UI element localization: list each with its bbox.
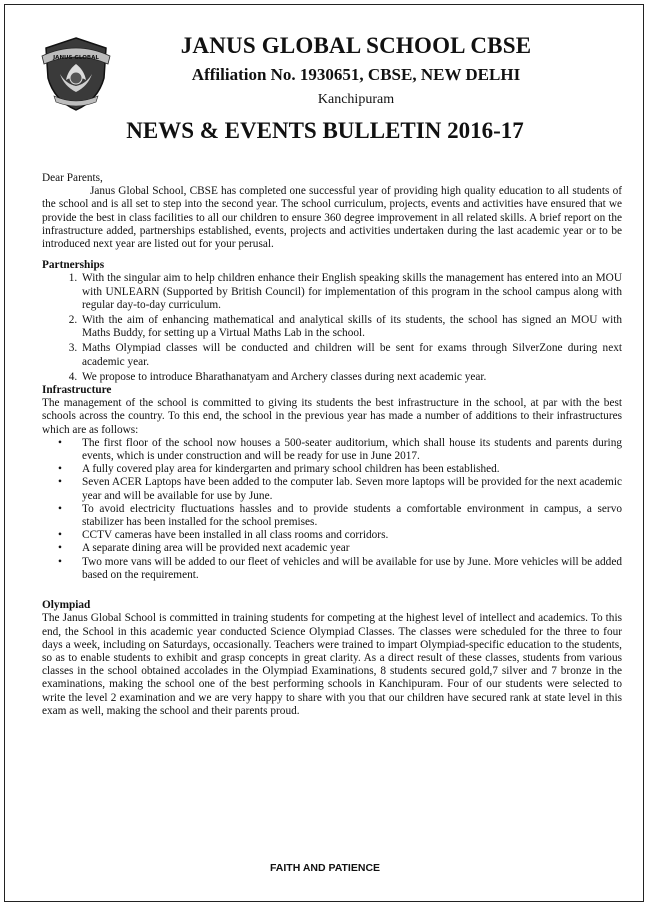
school-name: JANUS GLOBAL SCHOOL CBSE [180,33,532,58]
list-item: • CCTV cameras have been installed in all class rooms and corridors. [58,529,389,542]
footer-motto: FAITH AND PATIENCE [269,862,381,874]
list-item: • To avoid electricity fluctuations hassles and to provide students a comfortable environment in campus, a servo stabilizer has been installed for the school premises. [58,502,622,529]
intro-paragraph: Janus Global School, CBSE has completed one successful year of providing high quality education to all students of the school and is all set to step into the second year. The school curriculum, projects, events and activities have ensured that we provide the best in class facilities to all our children to ensure 360 degree improvement in all related skills. A brief report on the infrastructure added, partnerships established, events, projects and activities undertaken during the last academic year or to be introduced next year are listed out for your perusal. [42,185,622,251]
list-item: • Seven ACER Laptops have been added to the computer lab. Seven more laptops will be provided for the next academic year and will be available for use by June. [58,476,622,502]
location-line: Kanchipuram [317,92,395,107]
bullet-icon: • [58,436,62,449]
olympiad-heading: Olympiad [42,599,91,612]
infrastructure-list [42,437,622,582]
bulletin-body [42,172,622,718]
partnerships-heading: Partnerships [42,259,105,272]
olympiad-paragraph: The Janus Global School is committed in training students for competing at the highest level of intellect and academics. To this end, the School in this academic year conducted Science Olympiad Classes. The classes were scheduled for the three to four days a week, including on Saturdays, occasionally. Teachers were trained to impart Olympiad-specific education to the students, so as to enable students to exhibit and grasp concepts in great clarity. As a direct result of these classes, students from various classes in the school obtained accolades in the Olympiad Examinations, 8 students secured gold,7 silver and 7 bronze in the examinations, making the school one of the best performing schools in Kanchipuram. Four of our students were selected to write the level 2 examination and we are very happy to share with you that our children have secured rank at state level in this exam as well, making the school and their parents proud. [42,612,622,717]
list-item: • A fully covered play area for kindergarten and primary school children has been established. [58,463,500,476]
bullet-icon: • [58,542,62,555]
list-item: • The first floor of the school now houses a 500-seater auditorium, which shall house its students and parents during events, which is under construction and will be ready for use in June 2017. [58,436,622,463]
bullet-icon: • [58,463,62,476]
infrastructure-heading: Infrastructure [42,384,112,397]
list-item: 4. We propose to introduce Bharathanatyam and Archery classes during next academic year. [80,371,622,384]
list-item: 1. With the singular aim to help children enhance their English speaking skills the management has entered into an MOU with UNLEARN (Supported by British Council) for implementation of this program in the school campus along with regular day-to-day curriculum. [80,272,622,312]
bulletin-title: NEWS & EVENTS BULLETIN 2016-17 [126,118,524,143]
list-item: • A separate dining area will be provided next academic year [58,542,350,555]
affiliation-line: Affiliation No. 1930651, CBSE, NEW DELHI [191,65,521,84]
bullet-icon: • [58,502,62,515]
bullet-icon: • [58,555,62,568]
bullet-icon: • [58,476,62,489]
list-item: • Two more vans will be added to our fleet of vehicles and will be available for use by June. More vehicles will be added based on the requirement. [58,555,622,581]
salutation: Dear Parents, [42,172,103,184]
infrastructure-paragraph: The management of the school is committed to giving its students the best infrastructure in the school, at par with the best schools across the country. To this end, the school in the previous year has made a number of additions to their infrastructures which are as follows: [42,397,622,436]
partnerships-list [42,272,622,384]
bullet-icon: • [58,529,62,542]
list-item: 2. With the aim of enhancing mathematical and analytical skills of its students, the school has signed an MOU with Maths Buddy, for setting up a Virtual Maths Lab in the school. [80,314,622,340]
school-crest-logo [36,34,116,114]
svg-text:JANUS GLOBAL: JANUS GLOBAL [53,55,99,61]
list-item: 3. Maths Olympiad classes will be conducted and children will be sent for exams through SilverZone during next academic year. [80,342,622,368]
